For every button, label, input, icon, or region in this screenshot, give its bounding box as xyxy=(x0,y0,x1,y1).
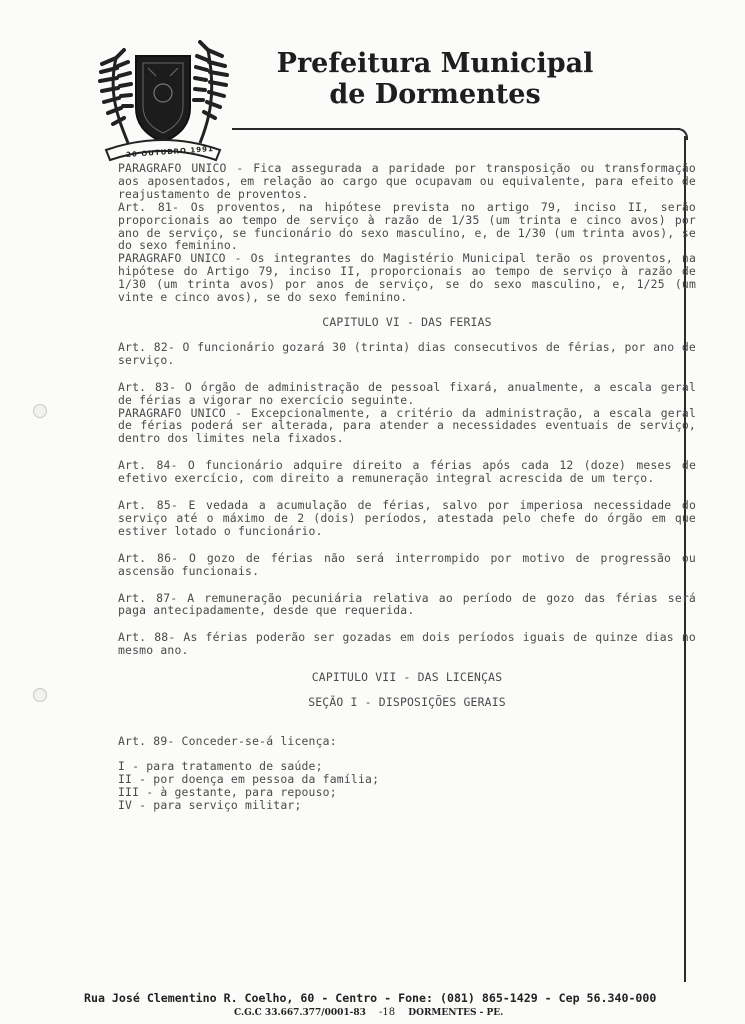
article-85: Art. 85- E vedada a acumulação de férias, salvo por imperiosa necessidade do serviço até o máximo de 2 (dois) períodos, atestada pelo chefe do órgão em que estiver lotado o funcionário. xyxy=(118,498,696,538)
footer-city: DORMENTES - PE. xyxy=(408,1008,504,1018)
article-86: Art. 86- O gozo de férias não será interrompido por motivo de progressão ou ascensão funcionais. xyxy=(118,550,696,578)
list-item: I - para tratamento de saúde; xyxy=(118,758,323,773)
article-81: Art. 81- Os proventos, na hipótese prevista no artigo 79, inciso II, serão proporcionais ao tempo de serviço à razão de 1/35 (um trinta e cinco avos) por ano de serviço, se funcionário do sexo masculino, e, de 1/30 (um trinta avos), se do sexo feminino. xyxy=(118,199,696,253)
punch-hole-top xyxy=(33,404,47,418)
list-item: III - à gestante, para repouso; xyxy=(118,784,337,799)
paragraph-unico-2: PARAGRAFO UNICO - Os integrantes do Magistério Municipal terão os proventos, na hipótese do Artigo 79, inciso II, proporcionais ao tempo de serviço à razão de 1/30 (um trinta avos) por anos de serviço, se do sexo masculino, e, 1/25 (um vinte e cinco avos), se do sexo feminino. xyxy=(118,251,696,305)
page-number: -18 xyxy=(379,1007,396,1018)
article-84: Art. 84- O funcionário adquire direito a férias após cada 12 (doze) meses de efetivo exercício, com direito a remuneração integral acrescida de um terço. xyxy=(118,458,696,486)
chapter-heading-vii: CAPITULO VII - DAS LICENÇAS xyxy=(311,670,503,685)
paragraph-unico-1: PARAGRAFO UNICO - Fica assegurada a paridade por transposição ou transformação aos aposentados, em relação ao cargo que ocupavam ou equivalente, para efeito de reajustamento de proventos. xyxy=(118,161,696,201)
crest-ribbon-text: 20 OUTUBRO 1991 xyxy=(125,144,215,160)
document-body xyxy=(118,162,696,812)
page-header xyxy=(250,48,620,110)
chapter-heading-vi: CAPITULO VI - DAS FERIAS xyxy=(322,314,492,329)
header-title-line2: de Dormentes xyxy=(329,79,541,110)
footer-address: Rua José Clementino R. Coelho, 60 - Centro - Fone: (081) 865-1429 - Cep 56.340-000 xyxy=(84,991,657,1005)
section-heading-i: SEÇÃO I - DISPOSIÇÕES GERAIS xyxy=(308,695,506,710)
list-item: II - por doença em pessoa da família; xyxy=(118,771,380,786)
paragraph-unico-3: PARAGRAFO UNICO - Excepcionalmente, a critério da administração, a escala geral de férias poderá ser alterada, para atender a necessidades eventuais de serviço, dentro dos limites nela fixados. xyxy=(118,405,696,446)
article-82: Art. 82- O funcionário gozará 30 (trinta) dias consecutivos de férias, por ano de serviço. xyxy=(118,339,696,367)
header-title-line1: Prefeitura Municipal xyxy=(276,48,594,79)
footer-registration xyxy=(234,1007,634,1018)
article-89: Art. 89- Conceder-se-á licença: xyxy=(118,734,337,748)
footer-cgc: C.G.C 33.667.377/0001-83 xyxy=(234,1008,366,1018)
article-88: Art. 88- As férias poderão ser gozadas em dois períodos iguais de quinze dias no mesmo ano. xyxy=(118,630,696,658)
article-87: Art. 87- A remuneração pecuniária relativa ao período de gozo das férias será paga antecipadamente, desde que requerida. xyxy=(118,590,696,618)
frame-corner xyxy=(676,128,688,140)
frame-top-line xyxy=(232,128,680,130)
list-item: IV - para serviço militar; xyxy=(118,797,302,812)
article-83: Art. 83- O órgão de administração de pessoal fixará, anualmente, a escala geral de férias a vigorar no exercício seguinte. xyxy=(118,379,696,407)
punch-hole-bottom xyxy=(33,688,47,702)
